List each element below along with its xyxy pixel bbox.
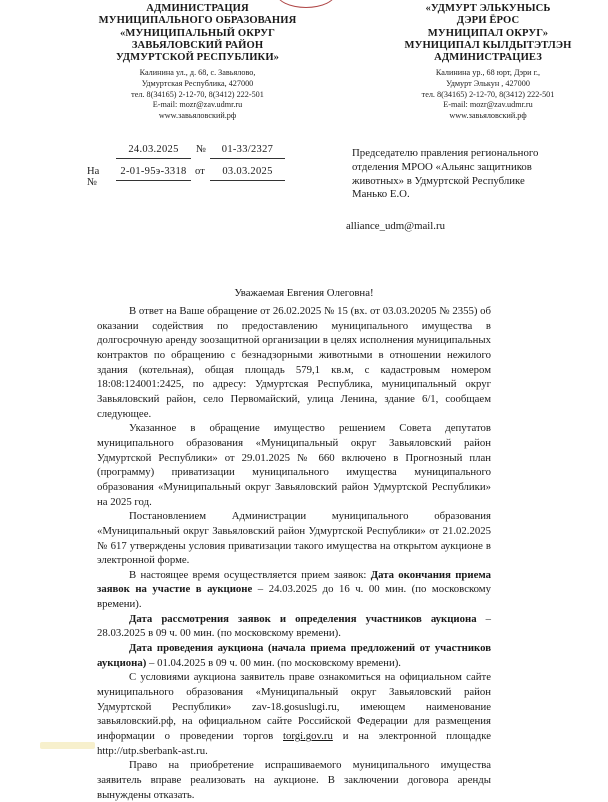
letterhead-right (388, 3, 588, 121)
title-line: МУНИЦИПАЛ ОКРУГ» (427, 27, 549, 39)
auction-date-label: Дата проведения аукциона (начала приема предложений от участников аукциона) (97, 642, 491, 669)
outgoing-date: 24.03.2025 (116, 143, 191, 159)
title-line: ЗАВЬЯЛОВСКИЙ РАЙОН (131, 39, 264, 51)
highlight-mark (40, 742, 95, 749)
deadline-label: Дата окончания приема заявок на участие в аукционе (97, 568, 491, 596)
addressee-name: Манько Е.О. (352, 188, 410, 201)
ref-from-label: от (195, 166, 205, 177)
paragraph-resolution: Постановлением Администрации муниципального образования «Муниципальный округ Завьяловский район Удмуртской Республики» от 21.02.2025 № 617 утверждены условия приватизации такого имущества на открытом аукционе в электронной форме. (97, 510, 491, 567)
letterhead-left (90, 3, 305, 121)
torgi-link[interactable]: torgi.gov.ru (283, 730, 333, 743)
title-line: МУНИЦИПАЛЬНОГО ОБРАЗОВАНИЯ (98, 15, 297, 27)
addressee-line: Председателю правления регионального (352, 147, 539, 159)
addressee-email: alliance_udm@mail.ru (346, 220, 445, 232)
paragraph-conclusion: Право на приобретение испрашиваемого муниципального имущества заявитель вправе реализовать на аукционе. В заключении договора аренды вынуждены отказать. (97, 759, 491, 801)
letterhead-right-title (388, 3, 588, 64)
greeting: Уважаемая Евгения Олеговна! (234, 287, 374, 299)
contact-address: Калинина ул., д. 68, с. Завьялово, (139, 68, 256, 78)
number-label: № (196, 144, 207, 155)
contact-address: Калинина ур., 68 юрт, Дэри г., (435, 68, 541, 78)
title-line: «МУНИЦИПАЛЬНЫЙ ОКРУГ (120, 27, 275, 39)
outgoing-number: 01-33/2327 (210, 143, 285, 159)
contact-region: Удмурт Элькун , 427000 (446, 79, 530, 89)
contact-phone: тел. 8(34165) 2-12-70, 8(3412) 222-501 (131, 89, 264, 99)
contact-website: www.завьяловский.рф (449, 110, 527, 120)
paragraph-privatization-plan: Указанное в обращение имущество решением Совета депутатов муниципального образования «Муниципальный округ Завьяловский район Удмуртской Республики» от 29.01.2025 № 660 включено в Прогнозный план (программу) приватизации муниципального имущества муниципального образования «Муниципальный округ Завьяловский район Удмуртской Республики» на 2025 год. (97, 422, 491, 508)
letter-body (97, 304, 491, 802)
paragraph-application-deadline: В настоящее время осуществляется прием заявок: Дата окончания приема заявок на участие в аукционе – 24.03.2025 до 16 ч. 00 мин. (по московскому времени). (97, 568, 491, 611)
contact-email: E-mail: mozr@zav.udmr.ru (152, 100, 243, 110)
contact-region: Удмуртская Республика, 427000 (141, 79, 254, 89)
letterhead-left-title (90, 3, 305, 64)
paragraph-review-date: Дата рассмотрения заявок и определения участников аукциона – 28.03.2025 в 09 ч. 00 мин. (по московскому времени). (97, 612, 491, 640)
title-line: АДМИНИСТРАЦИЕЗ (434, 52, 542, 64)
review-date-label: Дата рассмотрения заявок и определения участников аукциона (129, 612, 477, 625)
contact-phone: тел. 8(34165) 2-12-70, 8(3412) 222-501 (421, 89, 555, 99)
letterhead-right-contacts (388, 68, 588, 121)
paragraph-auction-conditions: С условиями аукциона заявитель праве ознакомиться на официальном сайте муниципального образования «Муниципальный округ Завьяловский район Удмуртской Республики» zav-18.gosuslugi.ru, имеющем наименование завьяловский.рф, на официальном сайте Российской Федерации для размещения информации о проведении торгов torgi.gov.ru и на электронной площадке http://utp.sberbank-ast.ru. (97, 671, 491, 757)
ref-label: На № (87, 166, 100, 188)
title-line: АДМИНИСТРАЦИЯ (146, 3, 249, 14)
letterhead-left-contacts (90, 68, 305, 121)
title-line: УДМУРТСКОЙ РЕСПУБЛИКИ» (115, 52, 280, 64)
contact-email: E-mail: mozr@zav.udmr.ru (443, 100, 533, 110)
ref-date: 03.03.2025 (210, 165, 285, 181)
contact-website: www.завьяловский.рф (158, 110, 237, 120)
title-line: ДЭРИ ЁРОС (456, 15, 520, 27)
title-line: МУНИЦИПАЛ КЫЛДЫТЭТЛЭН (404, 39, 572, 51)
ref-number: 2-01-95э-3318 (116, 165, 191, 181)
addressee-line: отделения МРОО «Альянс защитников (352, 160, 532, 173)
addressee-line: животных» в Удмуртской Республике (352, 174, 525, 187)
paragraph-request: В ответ на Ваше обращение от 26.02.2025 № 15 (вх. от 03.03.20205 № 2355) об оказании содействия по предоставлению муниципального имущества в долгосрочную аренду зоозащитной организации в целях исполнения муниципальных контрактов по обращению с безнадзорными животными в отношении нежилого здания (котельная), общая площадь 579,1 кв.м, с кадастровым номером 18:08:124001:2425, по адресу: Удмуртская Республика, муниципальный округ Завьяловский район, село Первомайский, улица Ленина, здание 6/1, сообщаем следующее. (97, 305, 491, 420)
paragraph-auction-date: Дата проведения аукциона (начала приема предложений от участников аукциона) – 01.04.2025 в 09 ч. 00 мин. (по московскому времени). (97, 642, 491, 669)
addressee-block (352, 147, 592, 202)
title-line: «УДМУРТ ЭЛЬКУНЫСЬ (425, 3, 551, 14)
